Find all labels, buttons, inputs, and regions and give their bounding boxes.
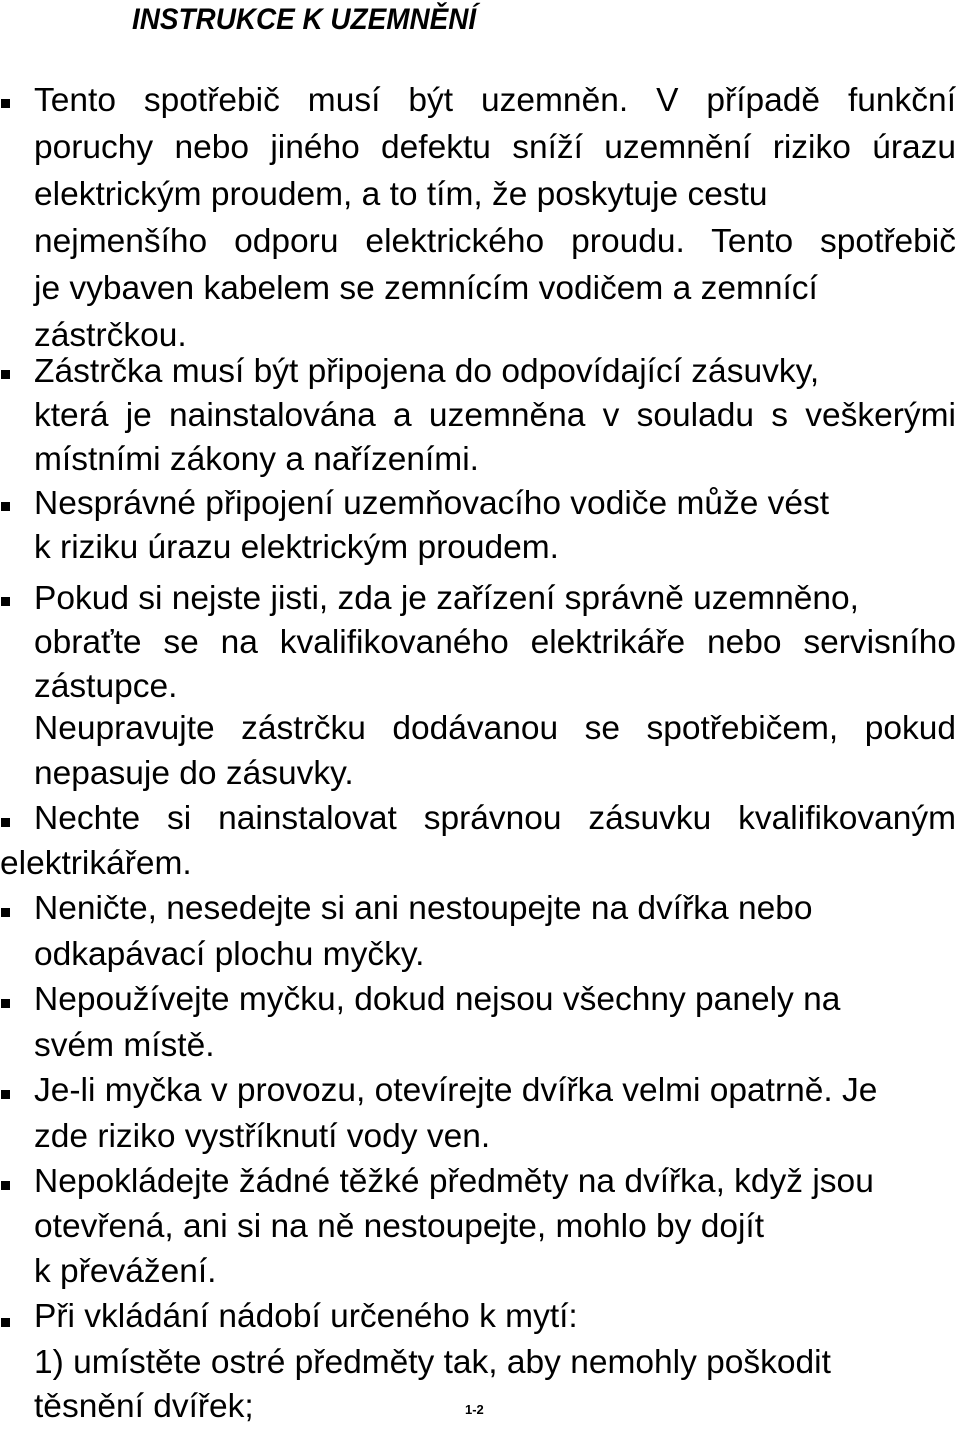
list-item-line: zástrčkou. — [34, 317, 187, 354]
list-item-line: nepasuje do zásuvky. — [34, 755, 354, 792]
bullet-square-icon — [1, 1181, 10, 1190]
list-item-line: elektrickým proudem, a to tím, že poskytuje cestu — [34, 176, 768, 213]
list-item-line: Nepoužívejte myčku, dokud nejsou všechny panely na — [34, 981, 841, 1018]
list-item-line: otevřená, ani si na ně nestoupejte, mohlo by dojít — [34, 1208, 765, 1245]
list-item-line: Nechte si nainstalovat správnou zásuvku kvalifikovaným — [34, 800, 956, 837]
list-item-line: místními zákony a nařízeními. — [34, 441, 479, 478]
bullet-square-icon — [1, 818, 10, 827]
list-item-line: Je-li myčka v provozu, otevírejte dvířka velmi opatrně. Je — [34, 1072, 878, 1109]
bullet-square-icon — [1, 1090, 10, 1099]
list-item-line: která je nainstalována a uzemněna v souladu s veškerými — [34, 397, 956, 434]
bullet-square-icon — [1, 999, 10, 1008]
list-item-line: obraťte se na kvalifikovaného elektrikáře nebo servisního — [34, 624, 956, 661]
list-item-line: Při vkládání nádobí určeného k mytí: — [34, 1298, 578, 1335]
list-item-line: 1) umístěte ostré předměty tak, aby nemohly poškodit — [34, 1344, 831, 1381]
section-heading: INSTRUKCE K UZEMNĚNÍ — [132, 3, 477, 36]
list-item-line: Pokud si nejste jisti, zda je zařízení správně uzemněno, — [34, 580, 859, 617]
list-item-line: zástupce. — [34, 668, 178, 705]
list-item-line: Neupravujte zástrčku dodávanou se spotřebičem, pokud — [34, 710, 956, 747]
list-item-line: svém místě. — [34, 1027, 215, 1064]
list-item-line: Tento spotřebič musí být uzemněn. V případě funkční — [34, 82, 956, 119]
list-item-line: nejmenšího odporu elektrického proudu. Tento spotřebič — [34, 223, 956, 260]
page-number: 1-2 — [465, 1402, 484, 1417]
bullet-square-icon — [1, 1318, 10, 1327]
list-item-line: je vybaven kabelem se zemnícím vodičem a zemnící — [34, 270, 818, 307]
list-item-line: odkapávací plochu myčky. — [34, 936, 425, 973]
list-item-line: těsnění dvířek; — [34, 1388, 254, 1425]
list-item-line: Nepokládejte žádné těžké předměty na dvířka, když jsou — [34, 1163, 874, 1200]
bullet-square-icon — [1, 99, 10, 108]
list-item-line: elektrikářem. — [0, 845, 192, 882]
list-item-line: Nesprávné připojení uzemňovacího vodiče může vést — [34, 485, 830, 522]
list-item-line: k riziku úrazu elektrickým proudem. — [34, 529, 559, 566]
list-item-line: poruchy nebo jiného defektu sníží uzemnění riziko úrazu — [34, 129, 956, 166]
list-item-line: k převážení. — [34, 1253, 217, 1290]
bullet-square-icon — [1, 597, 10, 606]
list-item-line: Zástrčka musí být připojena do odpovídající zásuvky, — [34, 353, 820, 390]
bullet-square-icon — [1, 502, 10, 511]
bullet-square-icon — [1, 370, 10, 379]
bullet-square-icon — [1, 908, 10, 917]
list-item-line: zde riziko vystříknutí vody ven. — [34, 1118, 491, 1155]
list-item-line: Neničte, nesedejte si ani nestoupejte na dvířka nebo — [34, 890, 813, 927]
